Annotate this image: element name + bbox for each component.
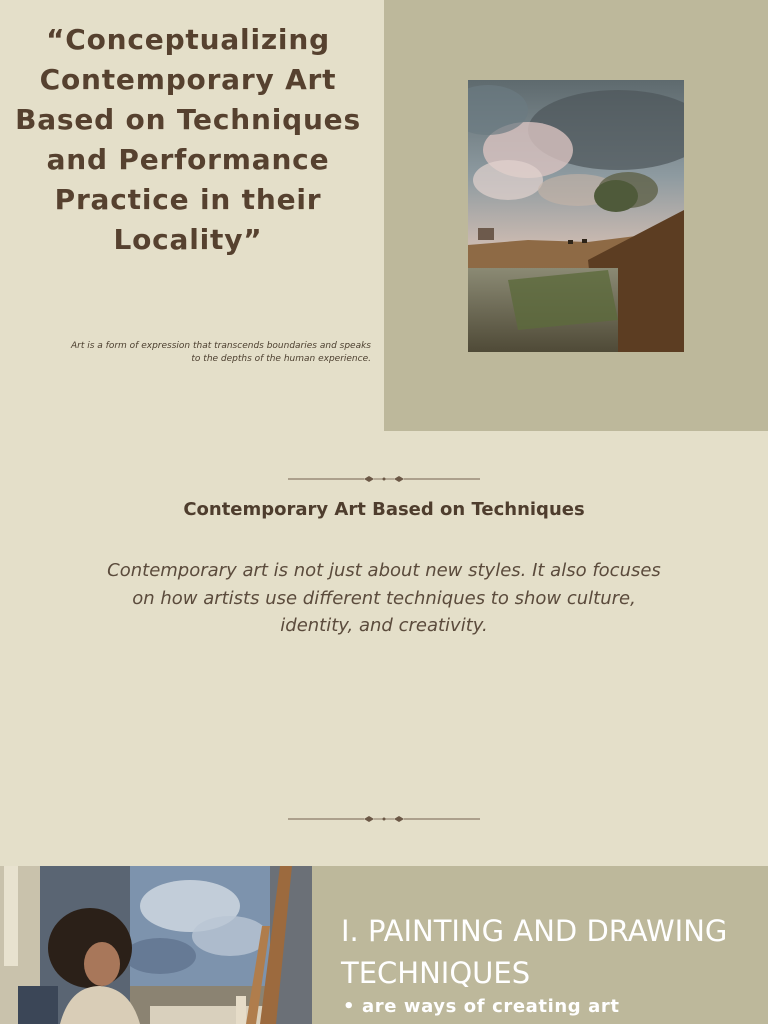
artist-at-easel-photo [0, 866, 312, 1024]
bullet-item: • are ways of creating art [343, 996, 620, 1017]
intro-slide [0, 433, 768, 865]
techniques-slide [0, 866, 768, 1024]
ornament-divider-icon [288, 473, 480, 485]
title-panel [0, 0, 384, 431]
landscape-painting-image [468, 80, 684, 352]
title-slide [0, 0, 768, 431]
ornament-divider-icon [288, 813, 480, 825]
slide-title: “Conceptualizing Contemporary Art Based on Techniques and Performance Practice in their Locality” [15, 23, 361, 256]
slide-tagline: Art is a form of expression that transcends boundaries and speaks to the depths of the human experience. [71, 341, 371, 364]
section-heading: Contemporary Art Based on Techniques [183, 499, 585, 520]
section-title: I. PAINTING AND DRAWING TECHNIQUES [341, 914, 728, 990]
section-body-text: Contemporary art is not just about new styles. It also focuses on how artists use different techniques to show culture, identity, and creativity. [107, 560, 661, 636]
